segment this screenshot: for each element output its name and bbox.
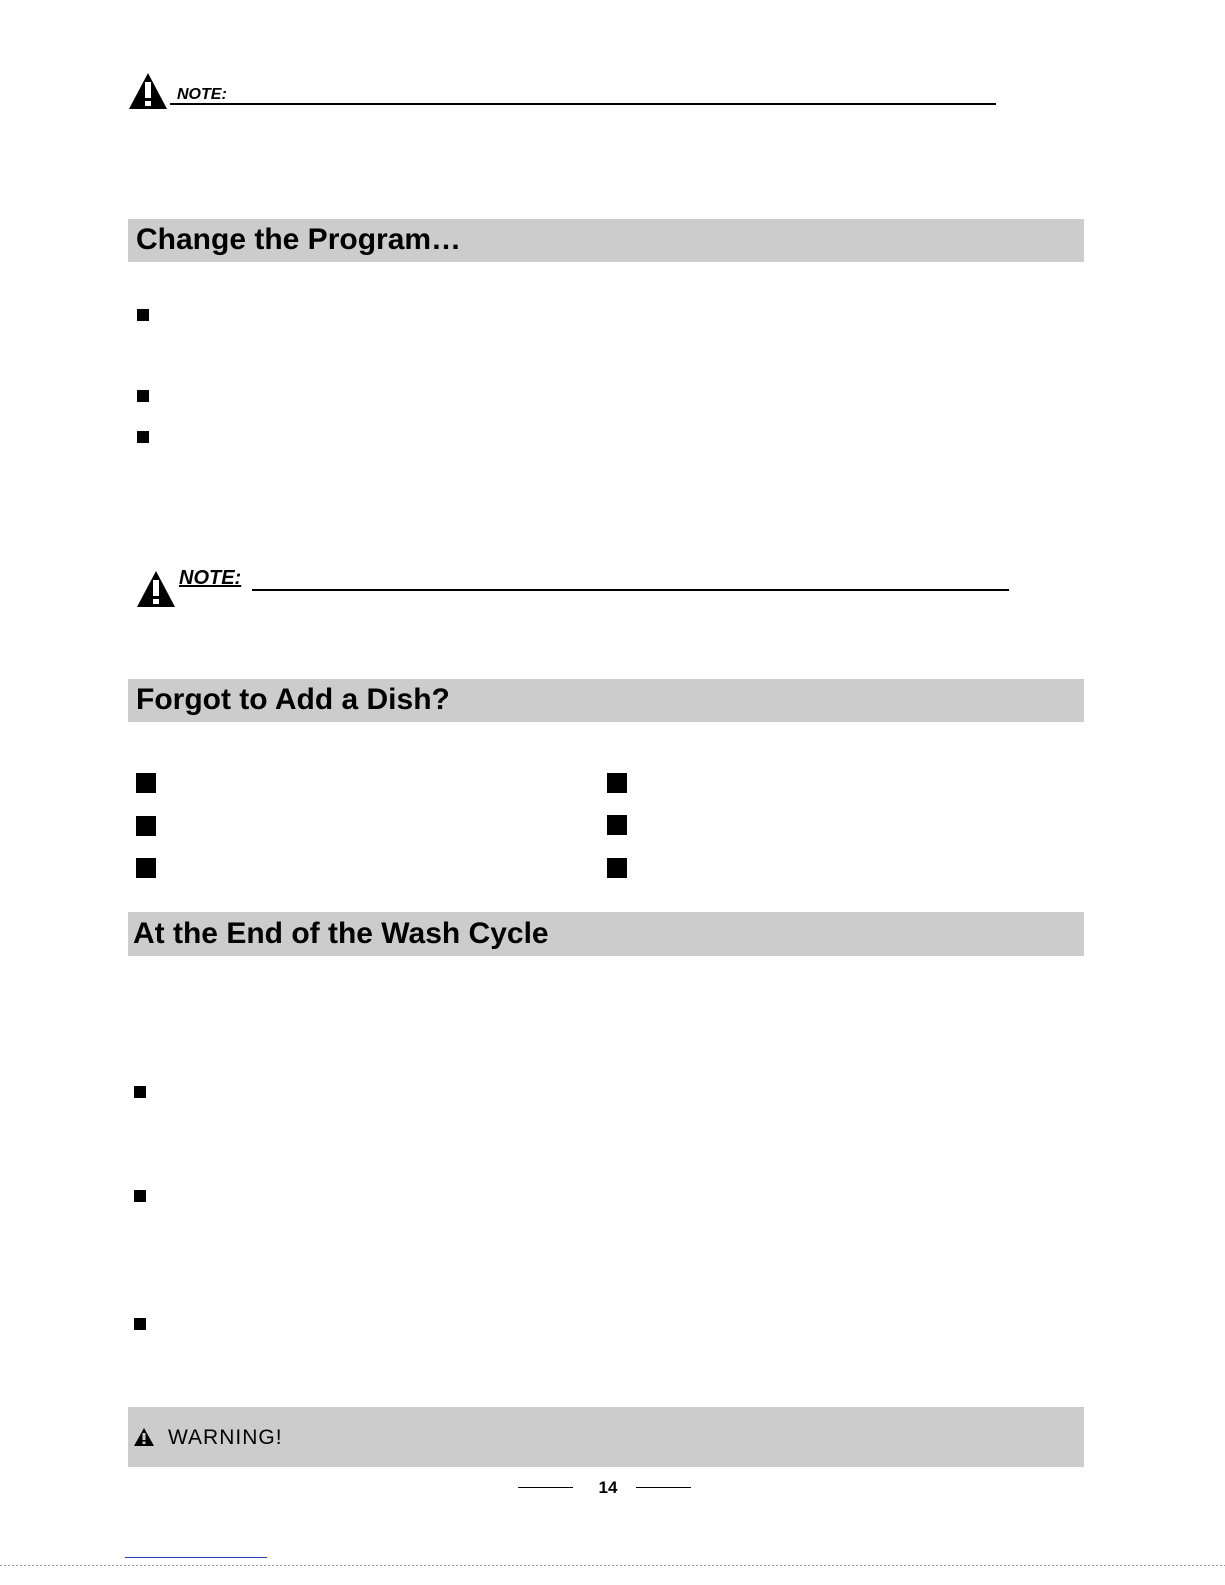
- page-number: 14: [598, 1478, 618, 1497]
- square-bullet-icon: [136, 773, 156, 793]
- square-bullet-icon: [134, 1318, 146, 1330]
- square-bullet-icon: [137, 390, 149, 402]
- note-rule: [252, 589, 1009, 591]
- section-header-change-program: [128, 219, 1084, 262]
- note-label: NOTE:: [179, 567, 242, 589]
- section-header-end-wash: [128, 912, 1084, 956]
- warning-triangle-icon: [128, 72, 168, 110]
- section-title: Forgot to Add a Dish?: [136, 683, 450, 716]
- square-bullet-icon: [607, 858, 627, 878]
- note-rule: [170, 103, 996, 105]
- square-bullet-icon: [136, 858, 156, 878]
- note-label: NOTE:: [177, 86, 227, 103]
- square-bullet-icon: [134, 1086, 146, 1098]
- square-bullet-icon: [137, 431, 149, 443]
- page-number-rule-right: [636, 1487, 691, 1488]
- bottom-underline: [125, 1557, 267, 1558]
- square-bullet-icon: [134, 1190, 146, 1202]
- square-bullet-icon: [137, 309, 149, 321]
- warning-label: WARNING!: [168, 1426, 283, 1449]
- section-header-forgot-dish: [128, 679, 1084, 722]
- section-title: Change the Program…: [136, 223, 462, 256]
- warning-triangle-icon: [133, 1427, 155, 1447]
- square-bullet-icon: [607, 773, 627, 793]
- square-bullet-icon: [136, 816, 156, 836]
- section-title: At the End of the Wash Cycle: [133, 917, 549, 950]
- page-number-rule-left: [518, 1487, 573, 1488]
- warning-bar: [128, 1407, 1084, 1467]
- square-bullet-icon: [607, 815, 627, 835]
- warning-triangle-icon: [136, 570, 176, 608]
- page-edge-line: [0, 1565, 1225, 1566]
